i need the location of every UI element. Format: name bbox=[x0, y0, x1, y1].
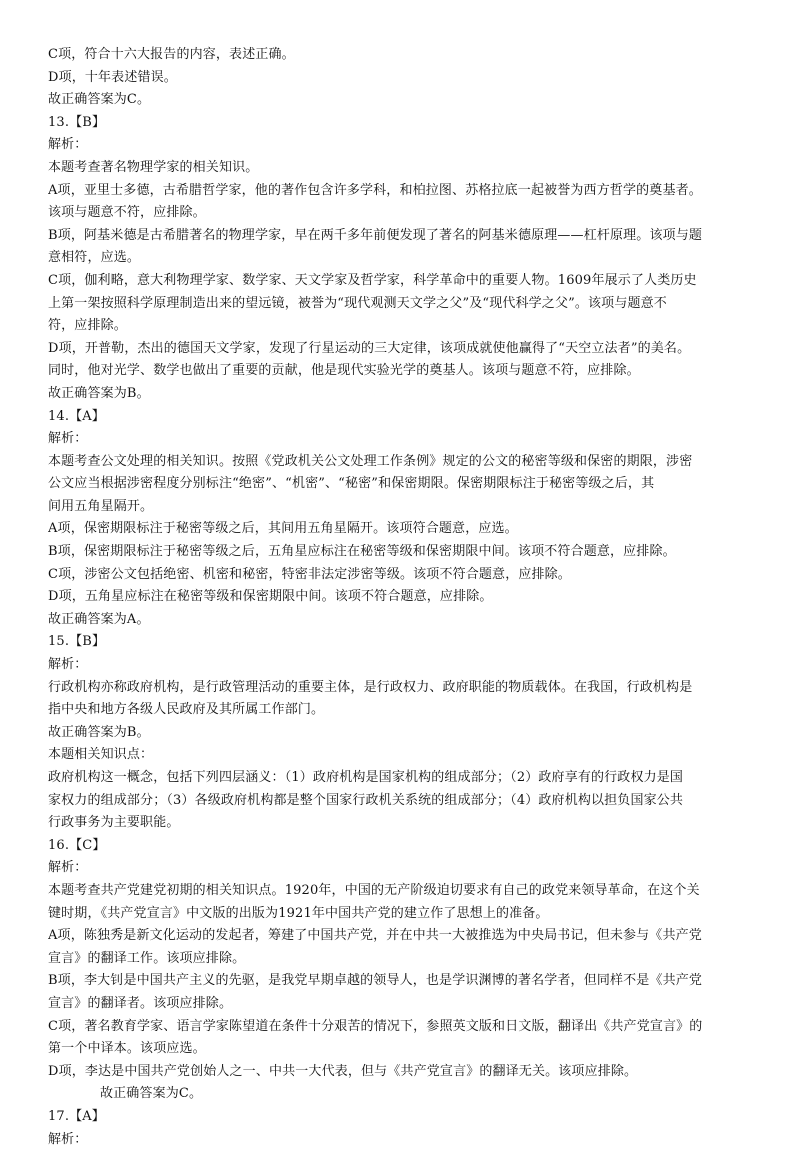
text-line: C项，符合十六大报告的内容，表述正确。 bbox=[48, 44, 750, 67]
text-line: 公文应当根据涉密程度分别标注“绝密”、“机密”、“秘密”和保密期限。保密期限标注于秘密等级之后，其 bbox=[48, 473, 750, 496]
text-line: C项，著名教育学家、语言学家陈望道在条件十分艰苦的情况下，参照英文版和日文版，翻译出《共产党宣言》的 bbox=[48, 1016, 750, 1039]
text-line: 故正确答案为C。 bbox=[48, 1083, 750, 1106]
question-number: 13.【B】 bbox=[48, 112, 750, 135]
text-line: 该项与题意不符，应排除。 bbox=[48, 202, 750, 225]
text-line: D项，开普勒，杰出的德国天文学家，发现了行星运动的三大定律，该项成就使他赢得了“天空立法者”的美名。 bbox=[48, 338, 750, 361]
question-number: 17.【A】 bbox=[48, 1106, 750, 1129]
text-line: 行政机构亦称政府机构，是行政管理活动的重要主体，是行政权力、政府职能的物质载体。在我国，行政机构是 bbox=[48, 677, 750, 700]
text-line: 宣言》的翻译者。该项应排除。 bbox=[48, 993, 750, 1016]
analysis-heading: 解析： bbox=[48, 134, 750, 157]
question-number: 16.【C】 bbox=[48, 835, 750, 858]
text-line: 意相符，应选。 bbox=[48, 247, 750, 270]
text-line: 间用五角星隔开。 bbox=[48, 496, 750, 519]
text-line: 故正确答案为A。 bbox=[48, 609, 750, 632]
text-line: D项，李达是中国共产党创始人之一、中共一大代表，但与《共产党宣言》的翻译无关。该项应排除。 bbox=[48, 1061, 750, 1084]
text-line: C项，涉密公文包括绝密、机密和秘密，特密非法定涉密等级。该项不符合题意，应排除。 bbox=[48, 564, 750, 587]
analysis-heading: 解析： bbox=[48, 857, 750, 880]
text-line: C项，伽利略，意大利物理学家、数学家、天文学家及哲学家，科学革命中的重要人物。1609年展示了人类历史 bbox=[48, 270, 750, 293]
text-line: 本题考查公文处理的相关知识。按照《党政机关公文处理工作条例》规定的公文的秘密等级和保密的期限，涉密 bbox=[48, 451, 750, 474]
text-line: 故正确答案为B。 bbox=[48, 383, 750, 406]
analysis-heading: 解析： bbox=[48, 428, 750, 451]
text-line: 政府机构这一概念，包括下列四层涵义：（1）政府机构是国家机构的组成部分；（2）政府享有的行政权力是国 bbox=[48, 767, 750, 790]
text-line: D项，五角星应标注在秘密等级和保密期限中间。该项不符合题意，应排除。 bbox=[48, 586, 750, 609]
analysis-heading: 解析： bbox=[48, 1129, 750, 1151]
question-number: 14.【A】 bbox=[48, 406, 750, 429]
text-line: B项，保密期限标注于秘密等级之后，五角星应标注在秘密等级和保密期限中间。该项不符合题意，应排除。 bbox=[48, 541, 750, 564]
text-line: A项，保密期限标注于秘密等级之后，其间用五角星隔开。该项符合题意，应选。 bbox=[48, 518, 750, 541]
text-line: 行政事务为主要职能。 bbox=[48, 812, 750, 835]
text-line: 家权力的组成部分；（3）各级政府机构都是整个国家行政机关系统的组成部分；（4）政府机构以担负国家公共 bbox=[48, 790, 750, 813]
text-line: 键时期，《共产党宣言》中文版的出版为1921年中国共产党的建立作了思想上的准备。 bbox=[48, 903, 750, 926]
text-line: 符，应排除。 bbox=[48, 315, 750, 338]
text-line: 第一个中译本。该项应选。 bbox=[48, 1038, 750, 1061]
text-line: A项，陈独秀是新文化运动的发起者，筹建了中国共产党，并在中共一大被推选为中央局书记，但未参与《共产党 bbox=[48, 925, 750, 948]
analysis-heading: 解析： bbox=[48, 654, 750, 677]
text-line: 本题相关知识点： bbox=[48, 744, 750, 767]
text-line: A项，亚里士多德，古希腊哲学家，他的著作包含许多学科，和柏拉图、苏格拉底一起被誉为西方哲学的奠基者。 bbox=[48, 180, 750, 203]
text-line: 本题考查著名物理学家的相关知识。 bbox=[48, 157, 750, 180]
question-number: 15.【B】 bbox=[48, 631, 750, 654]
text-line: B项，李大钊是中国共产主义的先驱，是我党早期卓越的领导人，也是学识渊博的著名学者，但同样不是《共产党 bbox=[48, 970, 750, 993]
text-line: 宣言》的翻译工作。该项应排除。 bbox=[48, 948, 750, 971]
text-line: 指中央和地方各级人民政府及其所属工作部门。 bbox=[48, 699, 750, 722]
text-line: 同时，他对光学、数学也做出了重要的贡献，他是现代实验光学的奠基人。该项与题意不符，应排除。 bbox=[48, 360, 750, 383]
text-line: B项，阿基米德是古希腊著名的物理学家，早在两千多年前便发现了著名的阿基米德原理——杠杆原理。该项与题 bbox=[48, 225, 750, 248]
text-line: 故正确答案为B。 bbox=[48, 722, 750, 745]
text-line: D项，十年表述错误。 bbox=[48, 67, 750, 90]
text-line: 故正确答案为C。 bbox=[48, 89, 750, 112]
text-line: 本题考查共产党建党初期的相关知识点。1920年，中国的无产阶级迫切要求有自己的政党来领导革命，在这个关 bbox=[48, 880, 750, 903]
text-line: 上第一架按照科学原理制造出来的望远镜，被誉为“现代观测天文学之父”及“现代科学之父”。该项与题意不 bbox=[48, 293, 750, 316]
